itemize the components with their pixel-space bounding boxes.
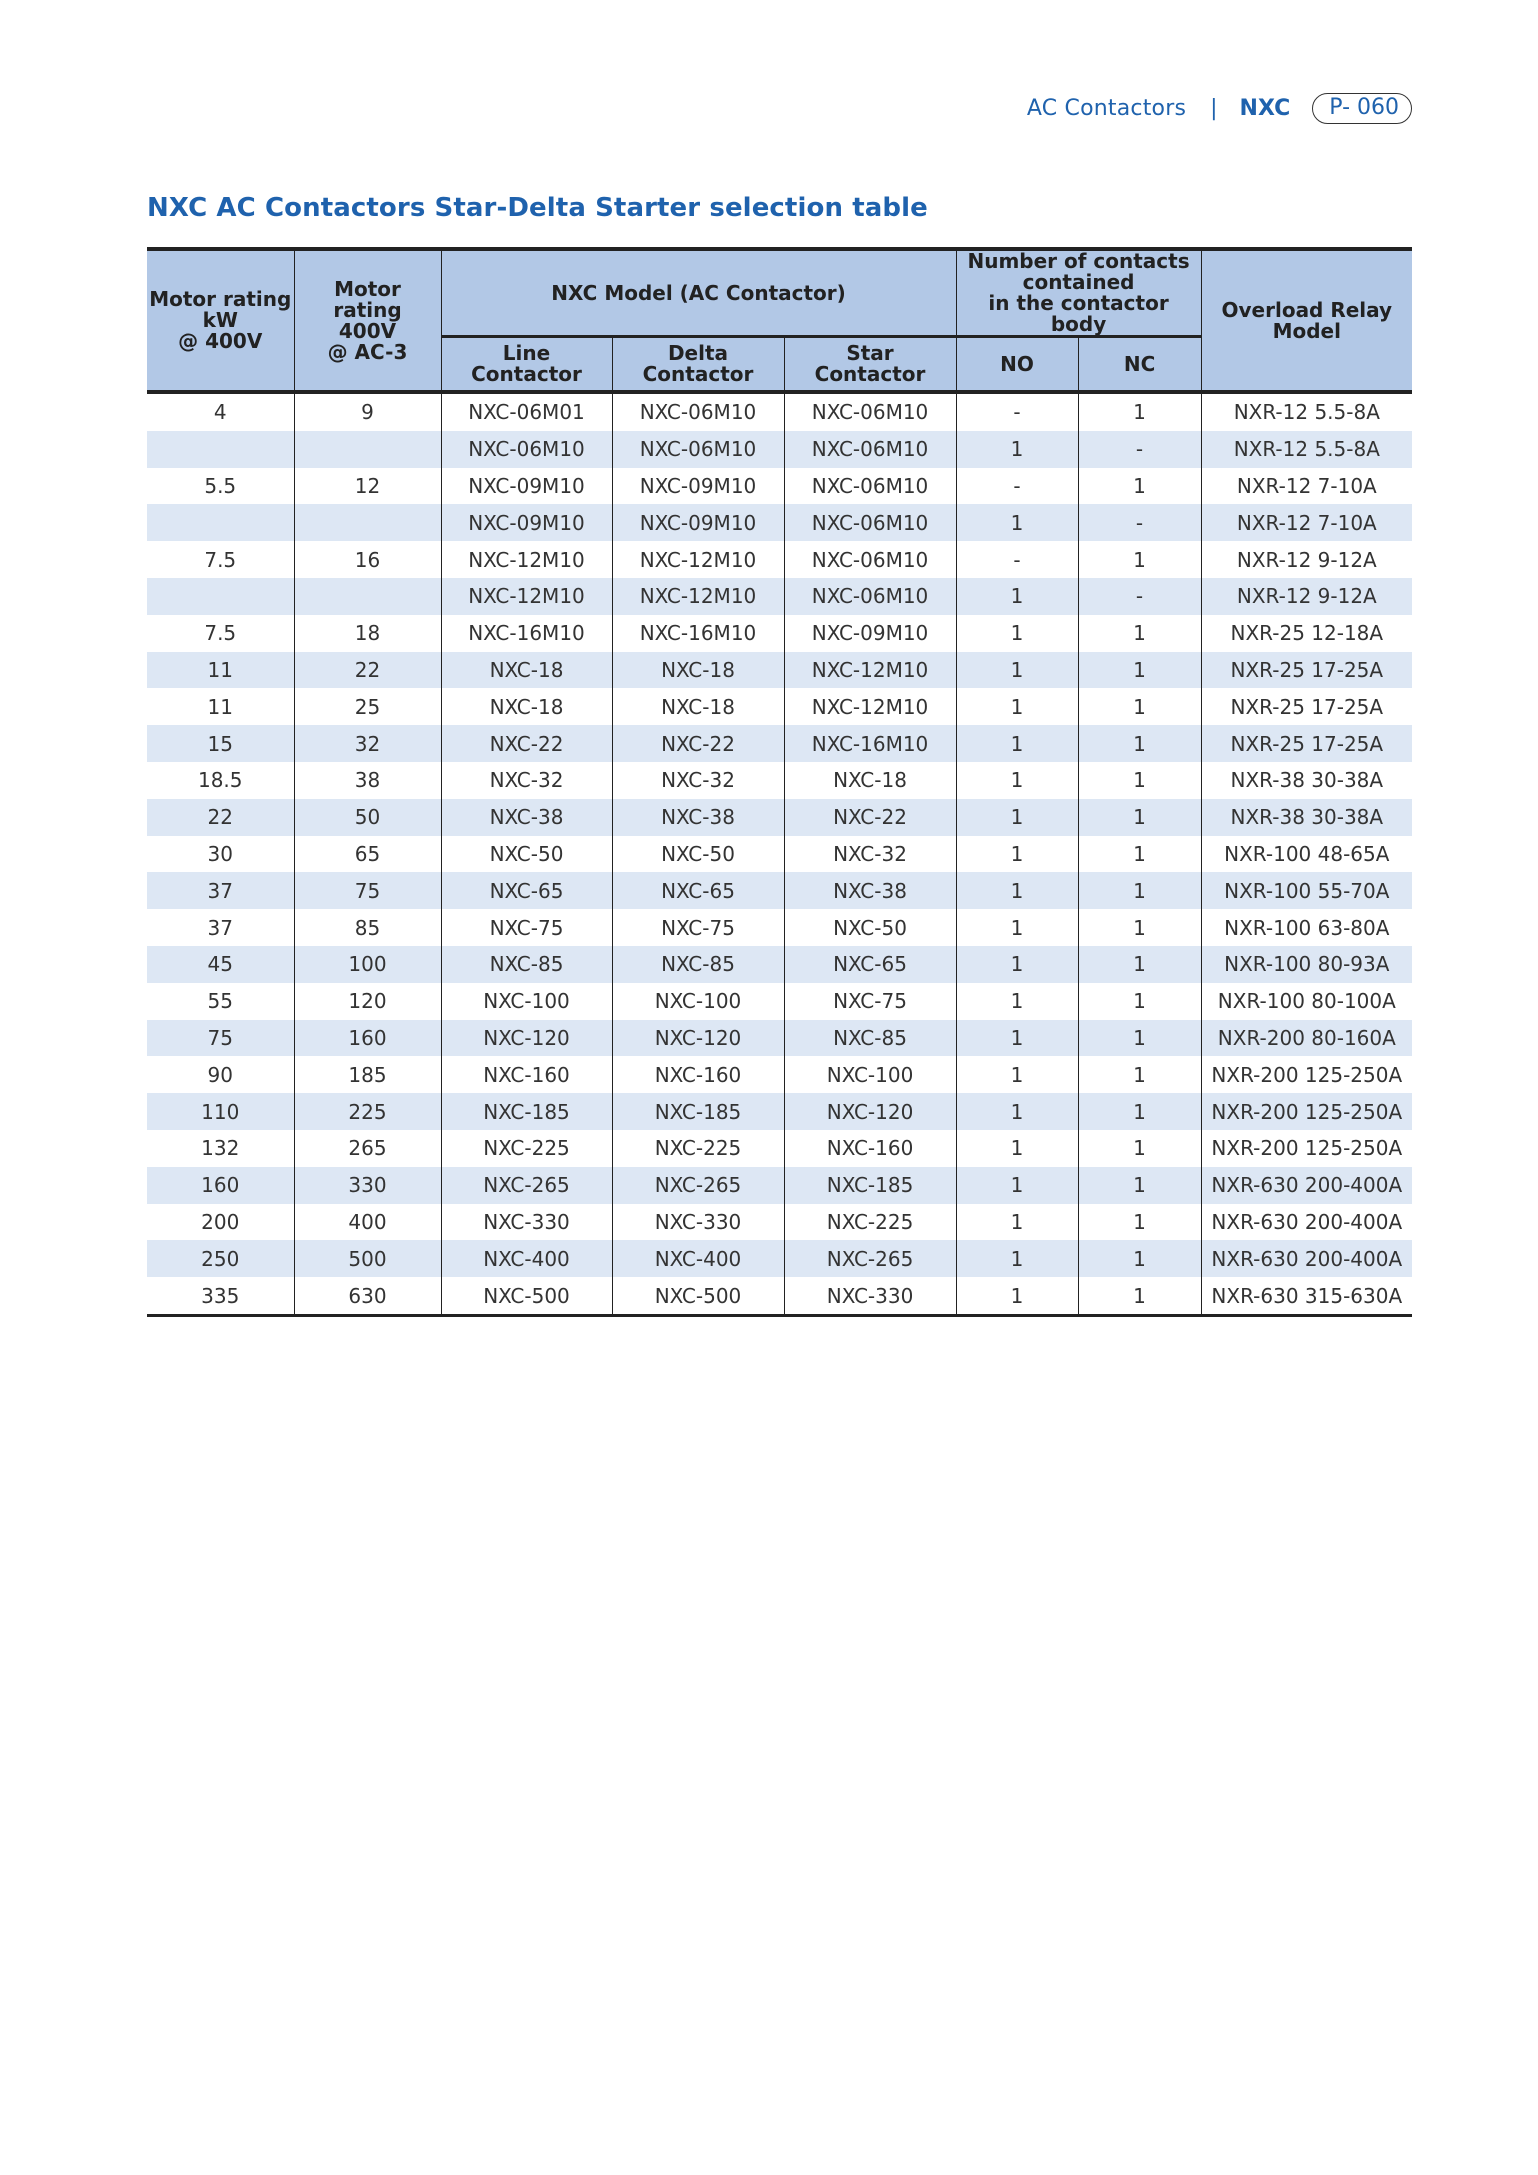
- cell-star-contactor: NXC-225: [784, 1204, 956, 1241]
- cell-star-contactor: NXC-100: [784, 1056, 956, 1093]
- cell-motor-kw: 90: [207, 1062, 233, 1087]
- cell-line-contactor: NXC-400: [441, 1240, 612, 1277]
- cell-nc-contacts: 1: [1078, 1056, 1201, 1093]
- cell-nc-contacts: -: [1078, 578, 1201, 615]
- header-nc: NC: [1078, 337, 1201, 393]
- cell-nc-contacts: 1: [1078, 652, 1201, 689]
- cell-motor-kw: [147, 504, 294, 541]
- cell-delta-contactor: NXC-09M10: [612, 468, 784, 505]
- cell-line-contactor: NXC-09M10: [441, 468, 612, 505]
- cell-star-contactor: NXC-65: [784, 946, 956, 983]
- cell-motor-kw: 132: [201, 1136, 240, 1161]
- cell-motor-kw: 45: [147, 946, 294, 983]
- cell-motor-kw: 37: [147, 872, 294, 909]
- cell-no-contacts: 1: [956, 1204, 1078, 1241]
- cell-delta-contactor: NXC-185: [612, 1093, 784, 1130]
- cell-delta-contactor: NXC-50: [612, 836, 784, 873]
- cell-overload-relay: NXR-12 5.5-8A: [1201, 392, 1412, 431]
- cell-overload-relay: NXR-12 7-10A: [1201, 504, 1412, 541]
- cell-line-contactor: NXC-50: [441, 836, 612, 873]
- cell-overload-relay: NXR-100 80-93A: [1201, 946, 1412, 983]
- cell-star-contactor: NXC-12M10: [784, 652, 956, 689]
- cell-delta-contactor: NXC-06M10: [612, 431, 784, 468]
- cell-motor-amps: 32: [294, 725, 441, 762]
- cell-star-contactor: NXC-32: [784, 836, 956, 873]
- header-star-contactor: Star Contactor: [784, 337, 956, 393]
- cell-star-contactor: NXC-09M10: [784, 615, 956, 652]
- cell-delta-contactor: NXC-160: [612, 1056, 784, 1093]
- table-row: [147, 799, 1412, 836]
- table-row: [147, 1020, 1412, 1057]
- table-row: [147, 1204, 1412, 1241]
- cell-star-contactor: NXC-75: [784, 983, 956, 1020]
- page-header: [1027, 88, 1412, 128]
- cell-delta-contactor: NXC-65: [612, 872, 784, 909]
- cell-line-contactor: NXC-18: [441, 652, 612, 689]
- table-row: [147, 1240, 1412, 1277]
- cell-overload-relay: NXR-630 200-400A: [1201, 1167, 1412, 1204]
- table-row: [147, 578, 1412, 615]
- cell-star-contactor: NXC-120: [784, 1093, 956, 1130]
- cell-motor-kw: 110: [147, 1093, 294, 1130]
- cell-delta-contactor: NXC-06M10: [612, 392, 784, 431]
- cell-overload-relay: NXR-12 7-10A: [1201, 468, 1412, 505]
- cell-motor-kw: 335: [147, 1277, 294, 1315]
- cell-delta-contactor: NXC-09M10: [612, 504, 784, 541]
- cell-motor-amps: [294, 431, 441, 468]
- table-body: [147, 392, 1412, 1315]
- cell-star-contactor: NXC-06M10: [784, 504, 956, 541]
- cell-overload-relay: NXR-25 17-25A: [1201, 652, 1412, 689]
- table-row: [147, 431, 1412, 468]
- cell-motor-amps: 330: [294, 1167, 441, 1204]
- cell-no-contacts: 1: [956, 799, 1078, 836]
- cell-motor-amps: 185: [294, 1056, 441, 1093]
- cell-star-contactor: NXC-185: [784, 1167, 956, 1204]
- cell-motor-kw: 11: [207, 694, 233, 719]
- cell-line-contactor: NXC-18: [441, 688, 612, 725]
- cell-motor-kw: 200: [201, 1209, 240, 1234]
- cell-nc-contacts: 1: [1078, 1240, 1201, 1277]
- cell-motor-amps: 160: [294, 1020, 441, 1057]
- cell-star-contactor: NXC-265: [784, 1240, 956, 1277]
- cell-motor-kw: 75: [147, 1020, 294, 1057]
- cell-line-contactor: NXC-500: [441, 1277, 612, 1315]
- cell-no-contacts: 1: [956, 1167, 1078, 1204]
- cell-nc-contacts: -: [1078, 431, 1201, 468]
- header-line-contactor: Line Contactor: [441, 337, 612, 393]
- cell-line-contactor: NXC-16M10: [441, 615, 612, 652]
- cell-overload-relay: NXR-38 30-38A: [1201, 799, 1412, 836]
- page-title: NXC AC Contactors Star-Delta Starter selection table: [147, 193, 928, 223]
- cell-nc-contacts: 1: [1078, 541, 1201, 578]
- cell-no-contacts: 1: [956, 946, 1078, 983]
- cell-motor-kw: 250: [147, 1240, 294, 1277]
- cell-delta-contactor: NXC-12M10: [612, 541, 784, 578]
- cell-nc-contacts: 1: [1078, 872, 1201, 909]
- table-row: [147, 836, 1412, 873]
- cell-star-contactor: NXC-38: [784, 872, 956, 909]
- cell-overload-relay: NXR-25 17-25A: [1201, 725, 1412, 762]
- cell-no-contacts: 1: [956, 872, 1078, 909]
- header-overload-relay: Overload Relay Model: [1201, 249, 1412, 392]
- cell-overload-relay: NXR-630 200-400A: [1201, 1240, 1412, 1277]
- cell-nc-contacts: 1: [1078, 1130, 1201, 1167]
- cell-motor-amps: 120: [294, 983, 441, 1020]
- cell-overload-relay: NXR-25 17-25A: [1201, 688, 1412, 725]
- cell-motor-amps: 85: [294, 909, 441, 946]
- cell-delta-contactor: NXC-120: [612, 1020, 784, 1057]
- cell-no-contacts: 1: [956, 431, 1078, 468]
- cell-nc-contacts: 1: [1078, 983, 1201, 1020]
- cell-delta-contactor: NXC-18: [612, 652, 784, 689]
- cell-overload-relay: NXR-200 80-160A: [1201, 1020, 1412, 1057]
- cell-delta-contactor: NXC-22: [612, 725, 784, 762]
- cell-line-contactor: NXC-09M10: [441, 504, 612, 541]
- cell-nc-contacts: 1: [1078, 688, 1201, 725]
- cell-line-contactor: NXC-65: [441, 872, 612, 909]
- cell-no-contacts: 1: [956, 1020, 1078, 1057]
- cell-no-contacts: -: [956, 392, 1078, 431]
- cell-overload-relay: NXR-100 48-65A: [1201, 836, 1412, 873]
- cell-star-contactor: NXC-12M10: [784, 688, 956, 725]
- cell-line-contactor: NXC-22: [441, 725, 612, 762]
- cell-delta-contactor: NXC-265: [612, 1167, 784, 1204]
- cell-nc-contacts: 1: [1078, 725, 1201, 762]
- cell-motor-amps: 12: [294, 468, 441, 505]
- cell-motor-amps: [294, 504, 441, 541]
- cell-nc-contacts: 1: [1078, 1277, 1201, 1315]
- cell-motor-amps: 265: [294, 1130, 441, 1167]
- table-row: [147, 1277, 1412, 1315]
- cell-nc-contacts: 1: [1078, 799, 1201, 836]
- cell-nc-contacts: 1: [1078, 1167, 1201, 1204]
- cell-no-contacts: 1: [956, 578, 1078, 615]
- cell-line-contactor: NXC-06M10: [441, 431, 612, 468]
- cell-motor-kw: 30: [207, 841, 233, 866]
- table-row: [147, 615, 1412, 652]
- cell-nc-contacts: 1: [1078, 1020, 1201, 1057]
- table-row: [147, 872, 1412, 909]
- cell-motor-kw: 11: [147, 652, 294, 689]
- page-number-badge: P- 060: [1312, 93, 1412, 124]
- cell-star-contactor: NXC-18: [784, 762, 956, 799]
- cell-overload-relay: NXR-38 30-38A: [1201, 762, 1412, 799]
- cell-no-contacts: 1: [956, 688, 1078, 725]
- cell-delta-contactor: NXC-85: [612, 946, 784, 983]
- cell-motor-amps: 18: [294, 615, 441, 652]
- cell-delta-contactor: NXC-400: [612, 1240, 784, 1277]
- table-row: [147, 1093, 1412, 1130]
- cell-motor-amps: [294, 578, 441, 615]
- table-header: [147, 249, 1412, 392]
- cell-motor-kw: [147, 431, 294, 468]
- cell-line-contactor: NXC-12M10: [441, 578, 612, 615]
- cell-delta-contactor: NXC-16M10: [612, 615, 784, 652]
- cell-delta-contactor: NXC-32: [612, 762, 784, 799]
- cell-delta-contactor: NXC-38: [612, 799, 784, 836]
- cell-motor-kw: [147, 578, 294, 615]
- cell-delta-contactor: NXC-100: [612, 983, 784, 1020]
- cell-motor-kw: 4: [213, 400, 227, 425]
- cell-motor-kw: 18.5: [197, 768, 243, 793]
- cell-line-contactor: NXC-32: [441, 762, 612, 799]
- cell-motor-amps: 225: [294, 1093, 441, 1130]
- header-delta-contactor: Delta Contactor: [612, 337, 784, 393]
- cell-nc-contacts: 1: [1078, 1093, 1201, 1130]
- cell-nc-contacts: 1: [1078, 946, 1201, 983]
- cell-star-contactor: NXC-06M10: [784, 468, 956, 505]
- table-row: [147, 1167, 1412, 1204]
- cell-no-contacts: 1: [956, 615, 1078, 652]
- cell-no-contacts: 1: [956, 762, 1078, 799]
- header-motor-amps: Motor rating 400V @ AC-3: [294, 249, 441, 392]
- cell-motor-amps: 400: [294, 1204, 441, 1241]
- cell-line-contactor: NXC-75: [441, 909, 612, 946]
- table-row: [147, 946, 1412, 983]
- cell-motor-kw: 5.5: [204, 473, 237, 498]
- table-row: [147, 1130, 1412, 1167]
- cell-line-contactor: NXC-38: [441, 799, 612, 836]
- cell-no-contacts: 1: [956, 1093, 1078, 1130]
- cell-overload-relay: NXR-100 55-70A: [1201, 872, 1412, 909]
- cell-no-contacts: -: [956, 468, 1078, 505]
- cell-no-contacts: 1: [956, 836, 1078, 873]
- header-no: NO: [956, 337, 1078, 393]
- cell-line-contactor: NXC-225: [441, 1130, 612, 1167]
- cell-line-contactor: NXC-265: [441, 1167, 612, 1204]
- header-model-group: NXC Model (AC Contactor): [441, 249, 956, 337]
- table-row: [147, 725, 1412, 762]
- cell-nc-contacts: 1: [1078, 909, 1201, 946]
- cell-nc-contacts: -: [1078, 504, 1201, 541]
- header-contacts-group: Number of contacts contained in the contactor body: [956, 249, 1201, 337]
- cell-overload-relay: NXR-200 125-250A: [1201, 1056, 1412, 1093]
- cell-motor-amps: 9: [294, 392, 441, 431]
- selection-table: [147, 247, 1412, 1317]
- cell-overload-relay: NXR-12 5.5-8A: [1201, 431, 1412, 468]
- cell-no-contacts: 1: [956, 909, 1078, 946]
- cell-line-contactor: NXC-06M01: [441, 392, 612, 431]
- cell-star-contactor: NXC-85: [784, 1020, 956, 1057]
- cell-no-contacts: 1: [956, 504, 1078, 541]
- cell-motor-amps: 65: [294, 836, 441, 873]
- cell-no-contacts: 1: [956, 652, 1078, 689]
- cell-nc-contacts: 1: [1078, 392, 1201, 431]
- cell-motor-amps: 630: [294, 1277, 441, 1315]
- table-row: [147, 468, 1412, 505]
- cell-overload-relay: NXR-25 12-18A: [1201, 615, 1412, 652]
- cell-delta-contactor: NXC-225: [612, 1130, 784, 1167]
- table-row: [147, 652, 1412, 689]
- cell-overload-relay: NXR-12 9-12A: [1201, 578, 1412, 615]
- cell-delta-contactor: NXC-12M10: [612, 578, 784, 615]
- cell-overload-relay: NXR-12 9-12A: [1201, 541, 1412, 578]
- cell-overload-relay: NXR-200 125-250A: [1201, 1093, 1412, 1130]
- cell-line-contactor: NXC-12M10: [441, 541, 612, 578]
- cell-overload-relay: NXR-200 125-250A: [1201, 1130, 1412, 1167]
- cell-line-contactor: NXC-100: [441, 983, 612, 1020]
- cell-star-contactor: NXC-50: [784, 909, 956, 946]
- cell-line-contactor: NXC-185: [441, 1093, 612, 1130]
- table-row: [147, 504, 1412, 541]
- cell-motor-amps: 16: [294, 541, 441, 578]
- cell-no-contacts: 1: [956, 1130, 1078, 1167]
- cell-motor-amps: 500: [294, 1240, 441, 1277]
- brand-name: NXC: [1239, 95, 1291, 121]
- cell-delta-contactor: NXC-500: [612, 1277, 784, 1315]
- cell-star-contactor: NXC-06M10: [784, 578, 956, 615]
- cell-motor-amps: 50: [294, 799, 441, 836]
- cell-star-contactor: NXC-330: [784, 1277, 956, 1315]
- cell-motor-amps: 25: [294, 688, 441, 725]
- cell-motor-kw: 55: [207, 989, 233, 1014]
- cell-nc-contacts: 1: [1078, 615, 1201, 652]
- cell-overload-relay: NXR-100 63-80A: [1201, 909, 1412, 946]
- cell-overload-relay: NXR-100 80-100A: [1201, 983, 1412, 1020]
- cell-delta-contactor: NXC-18: [612, 688, 784, 725]
- cell-no-contacts: 1: [956, 1240, 1078, 1277]
- section-name: AC Contactors: [1026, 95, 1187, 121]
- cell-nc-contacts: 1: [1078, 468, 1201, 505]
- cell-line-contactor: NXC-85: [441, 946, 612, 983]
- cell-nc-contacts: 1: [1078, 1204, 1201, 1241]
- cell-nc-contacts: 1: [1078, 762, 1201, 799]
- cell-overload-relay: NXR-630 200-400A: [1201, 1204, 1412, 1241]
- cell-motor-amps: 75: [294, 872, 441, 909]
- table-row: [147, 762, 1412, 799]
- cell-delta-contactor: NXC-330: [612, 1204, 784, 1241]
- cell-motor-kw: 15: [147, 725, 294, 762]
- cell-no-contacts: 1: [956, 1056, 1078, 1093]
- cell-nc-contacts: 1: [1078, 836, 1201, 873]
- table-row: [147, 688, 1412, 725]
- cell-motor-amps: 22: [294, 652, 441, 689]
- cell-star-contactor: NXC-06M10: [784, 431, 956, 468]
- header-separator: |: [1210, 95, 1218, 121]
- cell-star-contactor: NXC-160: [784, 1130, 956, 1167]
- header-motor-kw: Motor rating kW @ 400V: [147, 249, 294, 392]
- cell-motor-kw: 37: [207, 915, 233, 940]
- cell-star-contactor: NXC-16M10: [784, 725, 956, 762]
- cell-overload-relay: NXR-630 315-630A: [1201, 1277, 1412, 1315]
- table-row: [147, 909, 1412, 946]
- cell-delta-contactor: NXC-75: [612, 909, 784, 946]
- cell-motor-kw: 22: [147, 799, 294, 836]
- table-row: [147, 392, 1412, 431]
- cell-motor-amps: 38: [294, 762, 441, 799]
- cell-no-contacts: -: [956, 541, 1078, 578]
- cell-motor-kw: 160: [147, 1167, 294, 1204]
- cell-star-contactor: NXC-22: [784, 799, 956, 836]
- cell-line-contactor: NXC-120: [441, 1020, 612, 1057]
- cell-line-contactor: NXC-160: [441, 1056, 612, 1093]
- table-row: [147, 983, 1412, 1020]
- table-row: [147, 541, 1412, 578]
- cell-motor-kw: 7.5: [204, 547, 237, 572]
- cell-line-contactor: NXC-330: [441, 1204, 612, 1241]
- cell-no-contacts: 1: [956, 983, 1078, 1020]
- cell-motor-kw: 7.5: [204, 621, 237, 646]
- cell-star-contactor: NXC-06M10: [784, 541, 956, 578]
- cell-motor-amps: 100: [294, 946, 441, 983]
- cell-no-contacts: 1: [956, 1277, 1078, 1315]
- cell-no-contacts: 1: [956, 725, 1078, 762]
- table-row: [147, 1056, 1412, 1093]
- cell-star-contactor: NXC-06M10: [784, 392, 956, 431]
